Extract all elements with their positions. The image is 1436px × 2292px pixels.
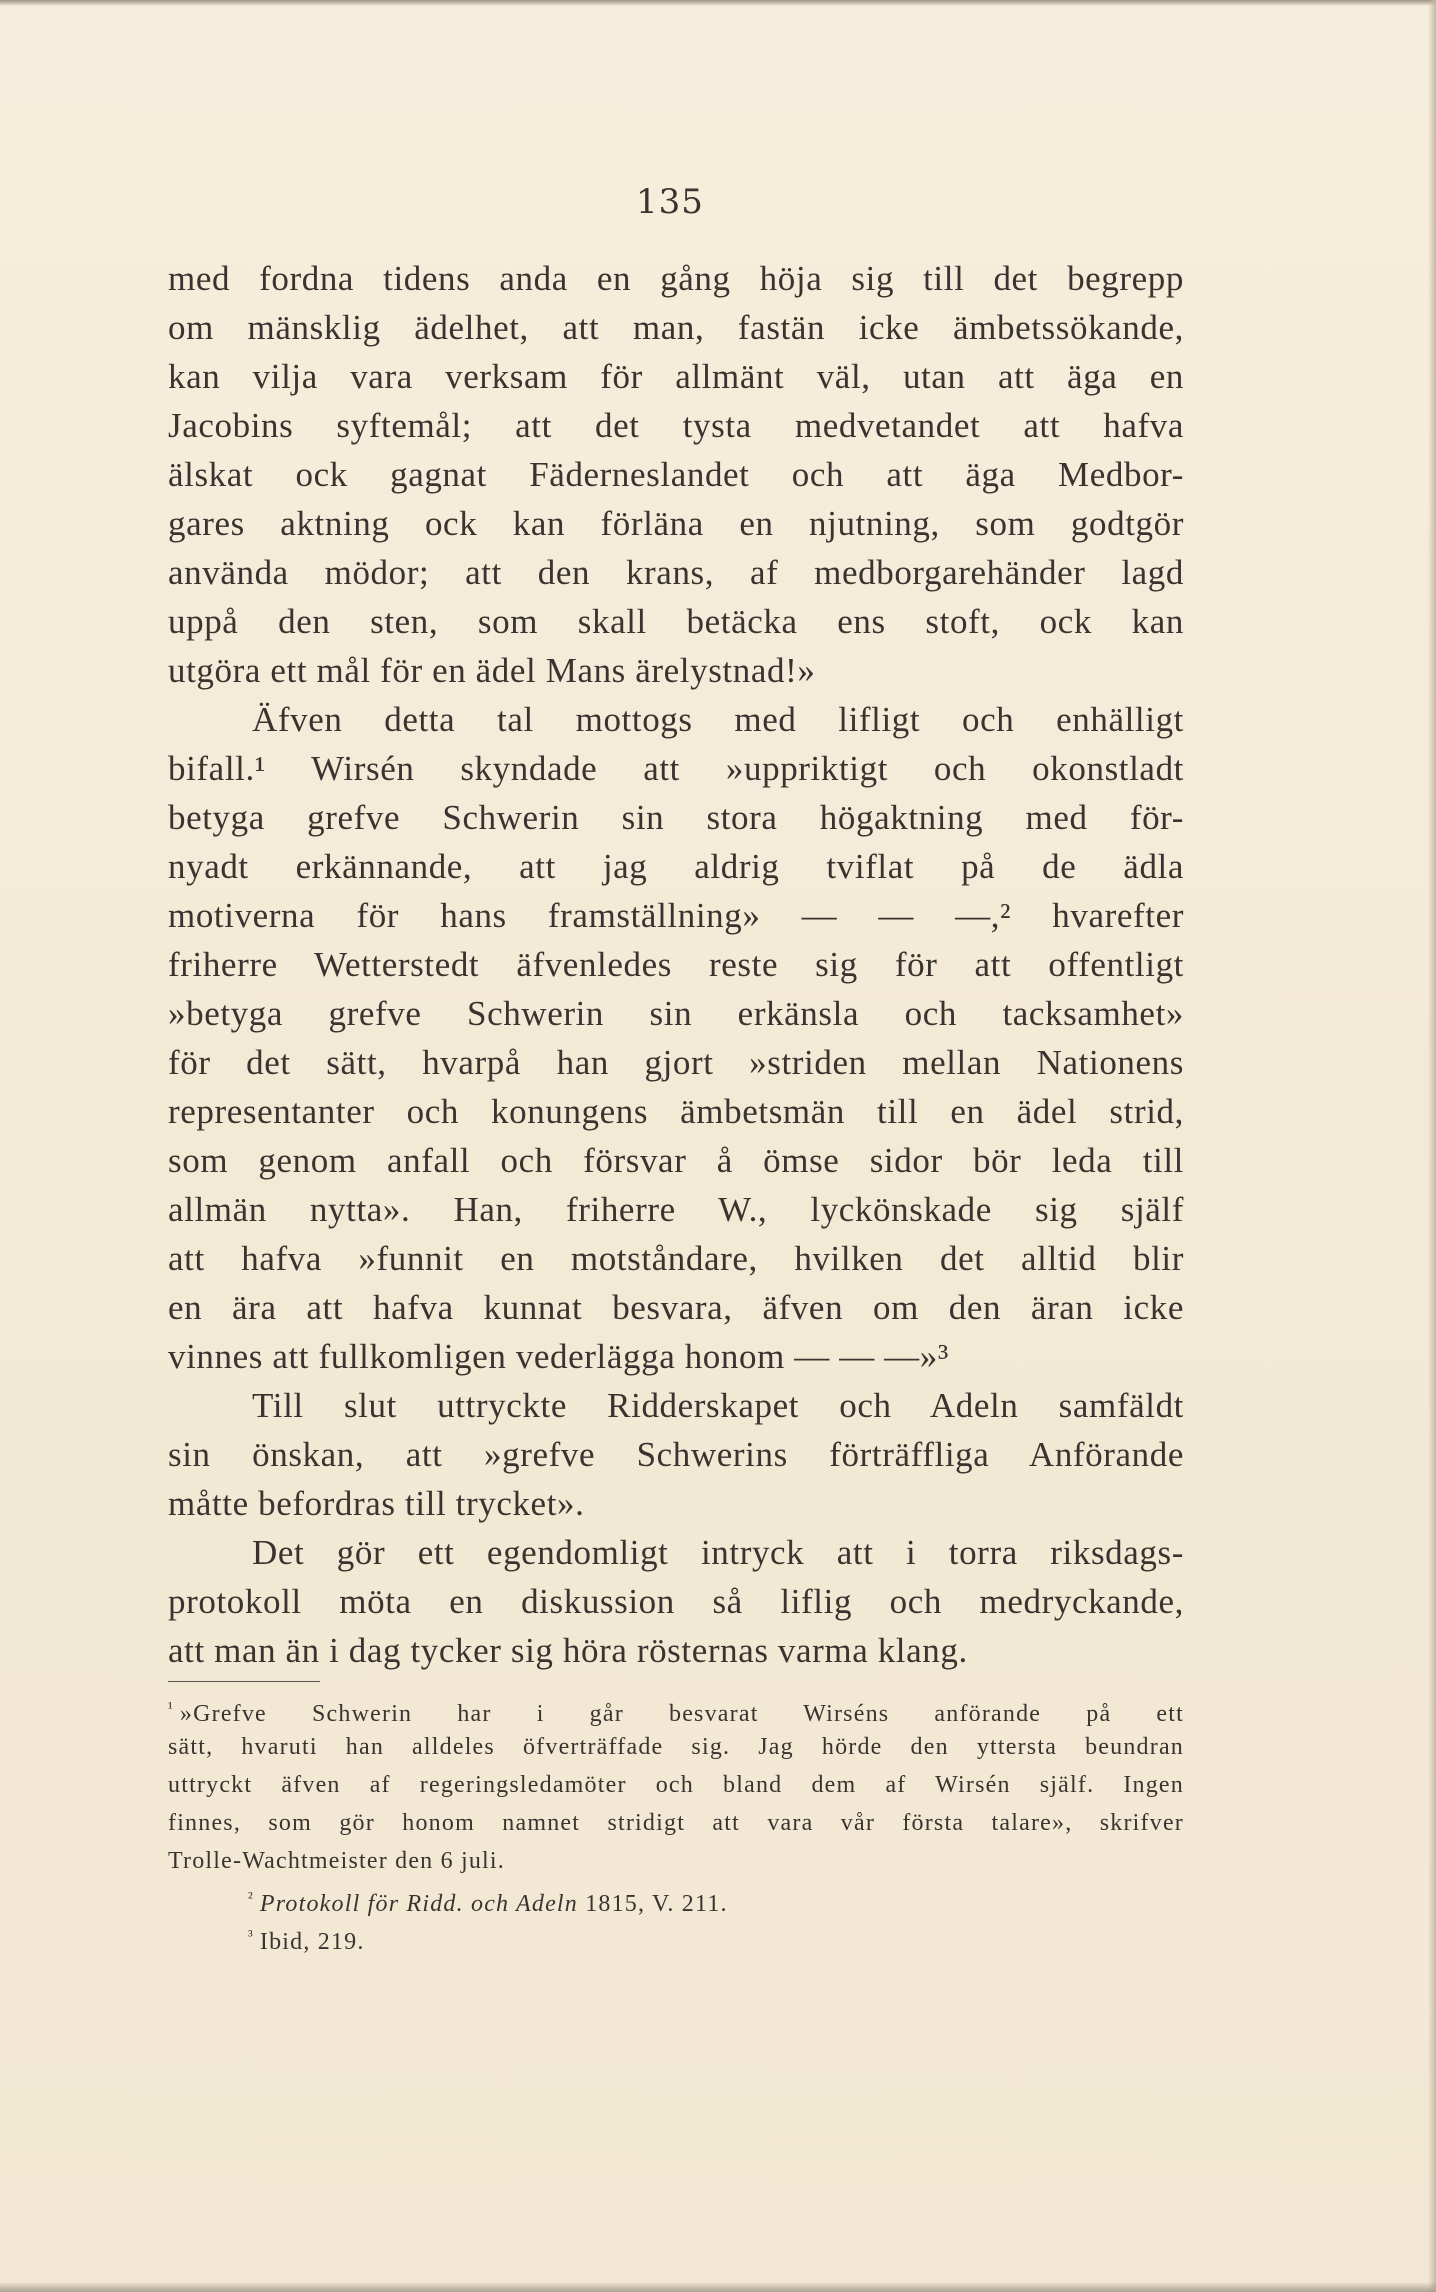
body-line: med fordna tidens anda en gång höja sig till det begrepp: [168, 259, 1184, 298]
page-bottom-edge: [0, 2282, 1436, 2292]
page-top-edge: [0, 0, 1436, 6]
body-line: kan vilja vara verksam för allmänt väl, utan att äga en: [168, 357, 1184, 396]
body-line: motiverna för hans framställning» — — —,² hvarefter: [168, 896, 1184, 935]
footnote-1-line: Trolle-Wachtmeister den 6 juli.: [168, 1848, 505, 1874]
body-line: en ära att hafva kunnat besvara, äfven om den äran icke: [168, 1288, 1184, 1327]
body-line: gares aktning ock kan förläna en njutning, som godtgör: [168, 504, 1184, 543]
body-line: sin önskan, att »grefve Schwerins förträffliga Anförande: [168, 1435, 1184, 1474]
page-number: 135: [636, 182, 704, 222]
body-line: »betyga grefve Schwerin sin erkänsla och tacksamhet»: [168, 994, 1184, 1033]
footnote-separator: [168, 1681, 320, 1682]
footnote-1-line: uttryckt äfven af regeringsledamöter och bland dem af Wirsén själf. Ingen: [168, 1772, 1184, 1798]
body-line: uppå den sten, som skall betäcka ens stoft, ock kan: [168, 602, 1184, 641]
footnote-2-source-title: Protokoll för Ridd. och Adeln: [259, 1890, 578, 1917]
footnote-1-line: finnes, som gör honom namnet stridigt att vara vår första talare», skrifver: [168, 1810, 1184, 1836]
body-line: Jacobins syftemål; att det tysta medvetandet att hafva: [168, 406, 1184, 445]
body-line: att hafva »funnit en motståndare, hvilken det alltid blir: [168, 1239, 1184, 1278]
body-line: nyadt erkännande, att jag aldrig tviflat på de ädla: [168, 847, 1184, 886]
body-line: betyga grefve Schwerin sin stora högaktning med för-: [168, 798, 1184, 837]
body-line: som genom anfall och försvar å ömse sidor bör leda till: [168, 1141, 1184, 1180]
footnote-marker: ³: [248, 1928, 254, 1945]
body-line: måtte befordras till trycket».: [168, 1484, 585, 1523]
body-line: bifall.¹ Wirsén skyndade att »uppriktigt och okonstladt: [168, 749, 1184, 788]
body-line: älskat ock gagnat Fäderneslandet och att äga Medbor-: [168, 455, 1184, 494]
body-line: Till slut uttryckte Ridderskapet och Adeln samfäldt: [252, 1386, 1184, 1425]
body-line: att man än i dag tycker sig höra rösternas varma klang.: [168, 1631, 968, 1670]
body-line: allmän nytta». Han, friherre W., lyckönskade sig själf: [168, 1190, 1184, 1229]
footnote-1-line: sätt, hvaruti han alldeles öfverträffade sig. Jag hörde den yttersta beundran: [168, 1734, 1184, 1760]
body-line: representanter och konungens ämbetsmän till en ädel strid,: [168, 1092, 1184, 1131]
body-line: om mänsklig ädelhet, att man, fastän icke ämbetssökande,: [168, 308, 1184, 347]
footnote-2: [168, 1880, 1184, 1918]
body-line: för det sätt, hvarpå han gjort »striden mellan Nationens: [168, 1043, 1184, 1082]
body-line: vinnes att fullkomligen vederlägga honom — — —»³: [168, 1337, 949, 1376]
body-line: utgöra ett mål för en ädel Mans ärelystnad!»: [168, 651, 816, 690]
footnote-marker: ¹: [168, 1700, 174, 1717]
body-line: protokoll möta en diskussion så liflig och medryckande,: [168, 1582, 1184, 1621]
footnote-1-line: $^{^1}$ »Grefve Schwerin har i går besvarat Wirséns anförande på ett: [168, 1700, 1184, 1727]
body-line: använda mödor; att den krans, af medborgarehänder lagd: [168, 553, 1184, 592]
body-line: Äfven detta tal mottogs med lifligt och enhälligt: [252, 700, 1184, 739]
footnote-2-reference: 1815, V. 211.: [578, 1890, 728, 1917]
footnotes: [168, 1690, 1184, 1956]
page-right-edge: [1428, 0, 1436, 2292]
body-line: Det gör ett egendomligt intryck att i torra riksdags-: [252, 1533, 1184, 1572]
body-line: friherre Wetterstedt äfvenledes reste sig för att offentligt: [168, 945, 1184, 984]
footnote-3: [168, 1918, 1184, 1956]
body-text: [168, 254, 1184, 1675]
footnote-3-text: Ibid, 219.: [259, 1928, 365, 1955]
footnote-marker: ²: [248, 1890, 254, 1907]
